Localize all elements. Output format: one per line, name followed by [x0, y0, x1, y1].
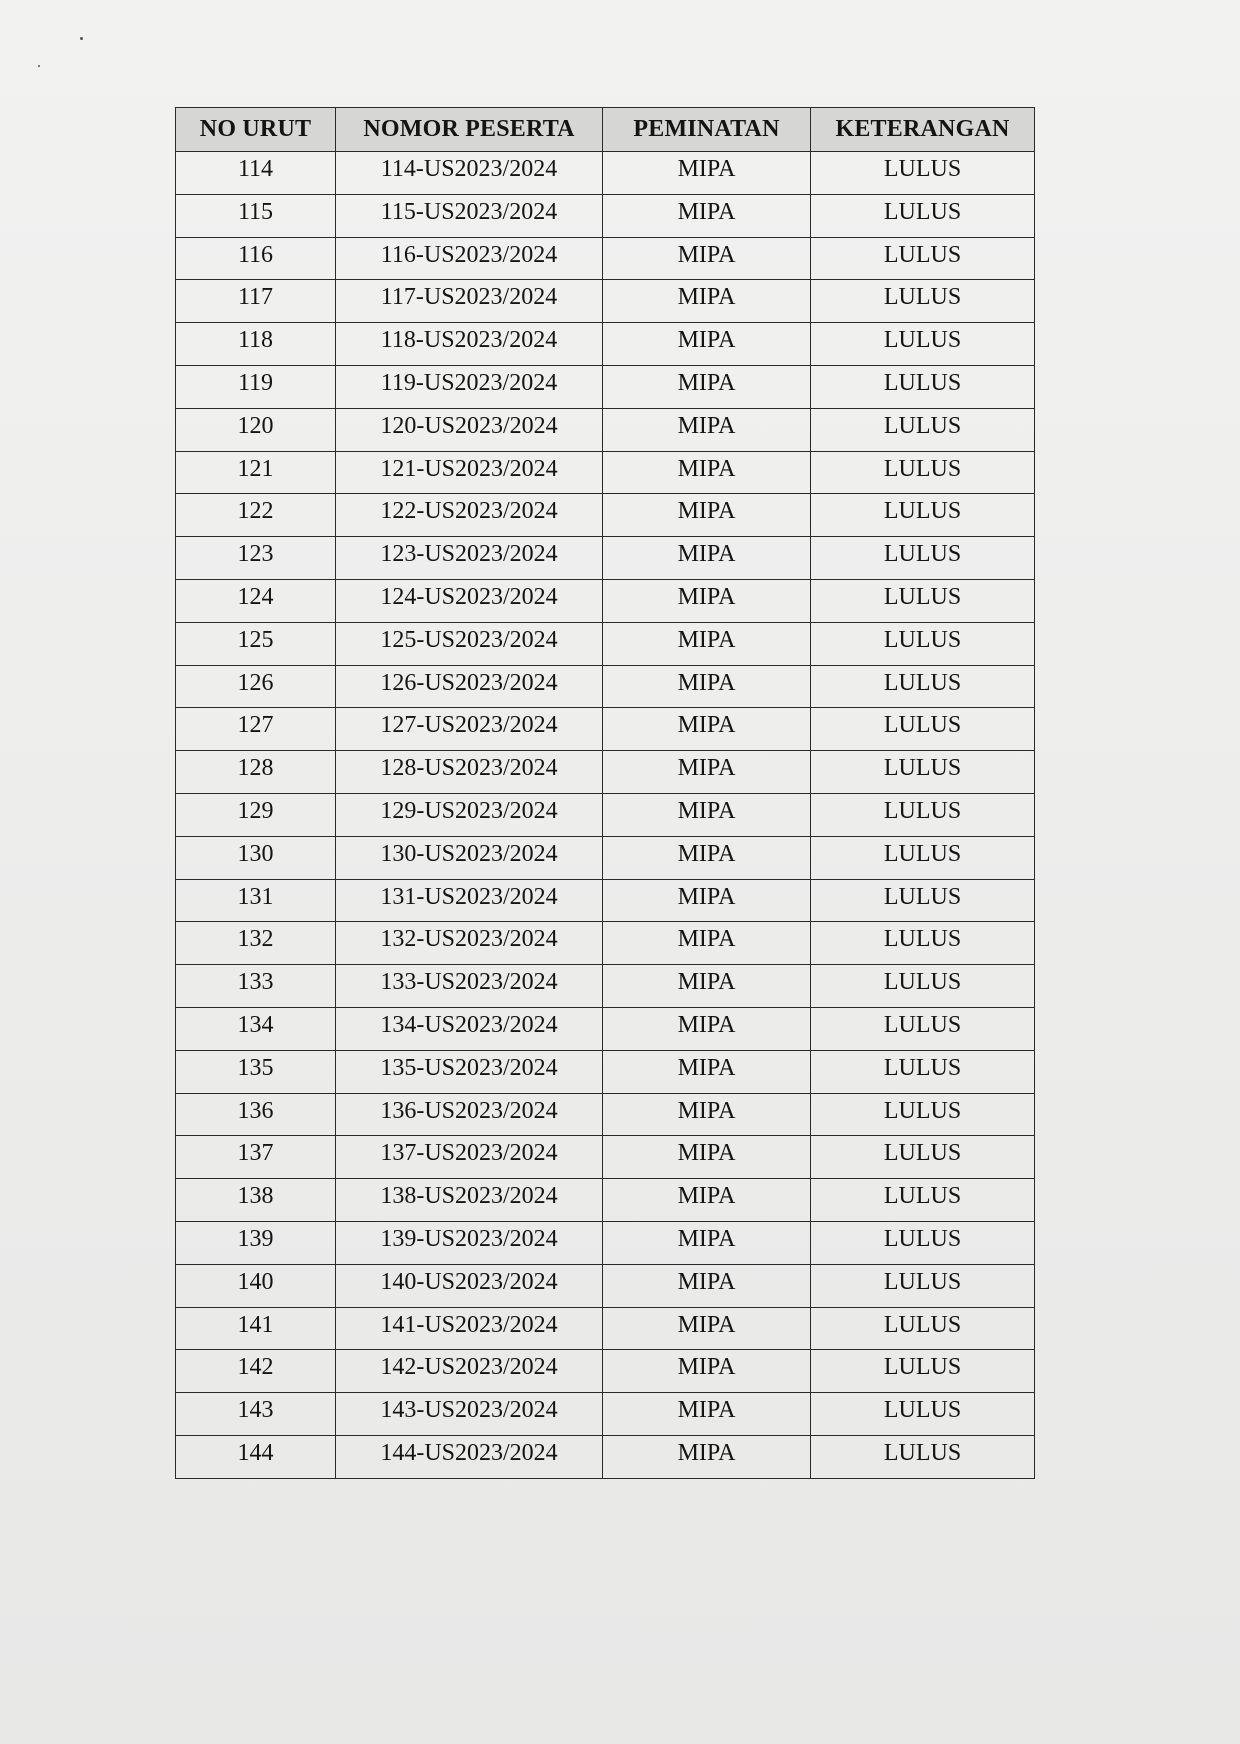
cell-peminatan: MIPA — [603, 1435, 811, 1478]
cell-peminatan: MIPA — [603, 708, 811, 751]
table-row — [176, 451, 1035, 494]
cell-nomor-peserta: 123-US2023/2024 — [336, 537, 603, 580]
cell-nomor-peserta: 126-US2023/2024 — [336, 665, 603, 708]
cell-keterangan: LULUS — [811, 280, 1035, 323]
cell-no-urut: 135 — [176, 1050, 336, 1093]
paper-speck — [80, 37, 83, 40]
cell-no-urut: 117 — [176, 280, 336, 323]
cell-keterangan: LULUS — [811, 879, 1035, 922]
cell-no-urut: 124 — [176, 579, 336, 622]
table-row — [176, 665, 1035, 708]
cell-no-urut: 142 — [176, 1350, 336, 1393]
table-row — [176, 622, 1035, 665]
cell-keterangan: LULUS — [811, 622, 1035, 665]
cell-no-urut: 122 — [176, 494, 336, 537]
cell-nomor-peserta: 140-US2023/2024 — [336, 1264, 603, 1307]
cell-keterangan: LULUS — [811, 194, 1035, 237]
cell-keterangan: LULUS — [811, 1007, 1035, 1050]
cell-keterangan: LULUS — [811, 237, 1035, 280]
cell-nomor-peserta: 134-US2023/2024 — [336, 1007, 603, 1050]
cell-no-urut: 126 — [176, 665, 336, 708]
cell-peminatan: MIPA — [603, 836, 811, 879]
table-row — [176, 1435, 1035, 1478]
cell-nomor-peserta: 142-US2023/2024 — [336, 1350, 603, 1393]
cell-no-urut: 136 — [176, 1093, 336, 1136]
table-row — [176, 1393, 1035, 1436]
table-row — [176, 1050, 1035, 1093]
table-row — [176, 194, 1035, 237]
cell-nomor-peserta: 114-US2023/2024 — [336, 152, 603, 195]
table-row — [176, 1136, 1035, 1179]
table-row — [176, 323, 1035, 366]
table-row — [176, 1093, 1035, 1136]
cell-no-urut: 127 — [176, 708, 336, 751]
cell-keterangan: LULUS — [811, 1050, 1035, 1093]
cell-nomor-peserta: 116-US2023/2024 — [336, 237, 603, 280]
cell-no-urut: 119 — [176, 365, 336, 408]
cell-peminatan: MIPA — [603, 622, 811, 665]
cell-nomor-peserta: 136-US2023/2024 — [336, 1093, 603, 1136]
cell-nomor-peserta: 115-US2023/2024 — [336, 194, 603, 237]
cell-nomor-peserta: 117-US2023/2024 — [336, 280, 603, 323]
cell-nomor-peserta: 135-US2023/2024 — [336, 1050, 603, 1093]
cell-no-urut: 125 — [176, 622, 336, 665]
cell-no-urut: 132 — [176, 922, 336, 965]
cell-keterangan: LULUS — [811, 537, 1035, 580]
cell-peminatan: MIPA — [603, 365, 811, 408]
cell-nomor-peserta: 122-US2023/2024 — [336, 494, 603, 537]
table-row — [176, 1007, 1035, 1050]
table-row — [176, 494, 1035, 537]
table-row — [176, 836, 1035, 879]
cell-keterangan: LULUS — [811, 152, 1035, 195]
cell-peminatan: MIPA — [603, 579, 811, 622]
cell-no-urut: 123 — [176, 537, 336, 580]
table-body — [176, 152, 1035, 1479]
cell-no-urut: 138 — [176, 1179, 336, 1222]
exam-results-table — [175, 107, 1035, 1479]
table-row — [176, 280, 1035, 323]
table-row — [176, 1264, 1035, 1307]
cell-keterangan: LULUS — [811, 836, 1035, 879]
cell-keterangan: LULUS — [811, 665, 1035, 708]
table-row — [176, 965, 1035, 1008]
cell-keterangan: LULUS — [811, 751, 1035, 794]
cell-peminatan: MIPA — [603, 152, 811, 195]
cell-peminatan: MIPA — [603, 1179, 811, 1222]
cell-keterangan: LULUS — [811, 451, 1035, 494]
cell-keterangan: LULUS — [811, 1435, 1035, 1478]
cell-nomor-peserta: 121-US2023/2024 — [336, 451, 603, 494]
table-row — [176, 1350, 1035, 1393]
cell-no-urut: 118 — [176, 323, 336, 366]
cell-no-urut: 130 — [176, 836, 336, 879]
cell-peminatan: MIPA — [603, 408, 811, 451]
cell-peminatan: MIPA — [603, 494, 811, 537]
cell-nomor-peserta: 125-US2023/2024 — [336, 622, 603, 665]
table-row — [176, 408, 1035, 451]
table-row — [176, 751, 1035, 794]
cell-keterangan: LULUS — [811, 579, 1035, 622]
table-row — [176, 793, 1035, 836]
cell-nomor-peserta: 120-US2023/2024 — [336, 408, 603, 451]
table-header — [176, 108, 1035, 152]
cell-nomor-peserta: 118-US2023/2024 — [336, 323, 603, 366]
table-row — [176, 537, 1035, 580]
cell-peminatan: MIPA — [603, 1393, 811, 1436]
cell-nomor-peserta: 143-US2023/2024 — [336, 1393, 603, 1436]
cell-nomor-peserta: 119-US2023/2024 — [336, 365, 603, 408]
cell-no-urut: 128 — [176, 751, 336, 794]
cell-no-urut: 121 — [176, 451, 336, 494]
cell-nomor-peserta: 141-US2023/2024 — [336, 1307, 603, 1350]
cell-no-urut: 143 — [176, 1393, 336, 1436]
header-peminatan: PEMINATAN — [603, 108, 811, 152]
cell-no-urut: 115 — [176, 194, 336, 237]
cell-peminatan: MIPA — [603, 323, 811, 366]
header-row — [176, 108, 1035, 152]
cell-no-urut: 131 — [176, 879, 336, 922]
table-row — [176, 1221, 1035, 1264]
cell-peminatan: MIPA — [603, 1350, 811, 1393]
header-no-urut: NO URUT — [176, 108, 336, 152]
cell-no-urut: 133 — [176, 965, 336, 1008]
cell-peminatan: MIPA — [603, 879, 811, 922]
cell-nomor-peserta: 124-US2023/2024 — [336, 579, 603, 622]
cell-nomor-peserta: 139-US2023/2024 — [336, 1221, 603, 1264]
table-row — [176, 708, 1035, 751]
cell-no-urut: 137 — [176, 1136, 336, 1179]
cell-peminatan: MIPA — [603, 751, 811, 794]
cell-keterangan: LULUS — [811, 1221, 1035, 1264]
cell-no-urut: 139 — [176, 1221, 336, 1264]
cell-no-urut: 129 — [176, 793, 336, 836]
cell-no-urut: 120 — [176, 408, 336, 451]
cell-keterangan: LULUS — [811, 1136, 1035, 1179]
cell-peminatan: MIPA — [603, 237, 811, 280]
table-row — [176, 1179, 1035, 1222]
cell-no-urut: 116 — [176, 237, 336, 280]
cell-peminatan: MIPA — [603, 922, 811, 965]
cell-peminatan: MIPA — [603, 194, 811, 237]
cell-peminatan: MIPA — [603, 665, 811, 708]
cell-peminatan: MIPA — [603, 965, 811, 1008]
cell-keterangan: LULUS — [811, 922, 1035, 965]
table-row — [176, 579, 1035, 622]
cell-nomor-peserta: 127-US2023/2024 — [336, 708, 603, 751]
cell-keterangan: LULUS — [811, 1093, 1035, 1136]
cell-no-urut: 114 — [176, 152, 336, 195]
cell-keterangan: LULUS — [811, 1264, 1035, 1307]
cell-keterangan: LULUS — [811, 965, 1035, 1008]
cell-keterangan: LULUS — [811, 1350, 1035, 1393]
cell-keterangan: LULUS — [811, 365, 1035, 408]
cell-keterangan: LULUS — [811, 708, 1035, 751]
table-row — [176, 922, 1035, 965]
cell-keterangan: LULUS — [811, 1393, 1035, 1436]
cell-no-urut: 140 — [176, 1264, 336, 1307]
cell-nomor-peserta: 132-US2023/2024 — [336, 922, 603, 965]
cell-keterangan: LULUS — [811, 408, 1035, 451]
cell-peminatan: MIPA — [603, 1221, 811, 1264]
cell-no-urut: 144 — [176, 1435, 336, 1478]
cell-keterangan: LULUS — [811, 1307, 1035, 1350]
table-row — [176, 237, 1035, 280]
cell-no-urut: 141 — [176, 1307, 336, 1350]
cell-peminatan: MIPA — [603, 793, 811, 836]
cell-peminatan: MIPA — [603, 280, 811, 323]
header-keterangan: KETERANGAN — [811, 108, 1035, 152]
cell-nomor-peserta: 128-US2023/2024 — [336, 751, 603, 794]
cell-nomor-peserta: 144-US2023/2024 — [336, 1435, 603, 1478]
cell-nomor-peserta: 129-US2023/2024 — [336, 793, 603, 836]
cell-nomor-peserta: 131-US2023/2024 — [336, 879, 603, 922]
table-row — [176, 365, 1035, 408]
cell-nomor-peserta: 133-US2023/2024 — [336, 965, 603, 1008]
cell-peminatan: MIPA — [603, 451, 811, 494]
cell-peminatan: MIPA — [603, 1136, 811, 1179]
cell-peminatan: MIPA — [603, 1007, 811, 1050]
cell-peminatan: MIPA — [603, 537, 811, 580]
table-row — [176, 1307, 1035, 1350]
cell-keterangan: LULUS — [811, 494, 1035, 537]
cell-keterangan: LULUS — [811, 323, 1035, 366]
cell-nomor-peserta: 138-US2023/2024 — [336, 1179, 603, 1222]
cell-peminatan: MIPA — [603, 1050, 811, 1093]
cell-peminatan: MIPA — [603, 1093, 811, 1136]
table-row — [176, 152, 1035, 195]
cell-nomor-peserta: 137-US2023/2024 — [336, 1136, 603, 1179]
header-nomor-peserta: NOMOR PESERTA — [336, 108, 603, 152]
paper-speck — [38, 65, 40, 67]
cell-no-urut: 134 — [176, 1007, 336, 1050]
table-row — [176, 879, 1035, 922]
cell-nomor-peserta: 130-US2023/2024 — [336, 836, 603, 879]
cell-peminatan: MIPA — [603, 1264, 811, 1307]
cell-keterangan: LULUS — [811, 793, 1035, 836]
cell-keterangan: LULUS — [811, 1179, 1035, 1222]
cell-peminatan: MIPA — [603, 1307, 811, 1350]
